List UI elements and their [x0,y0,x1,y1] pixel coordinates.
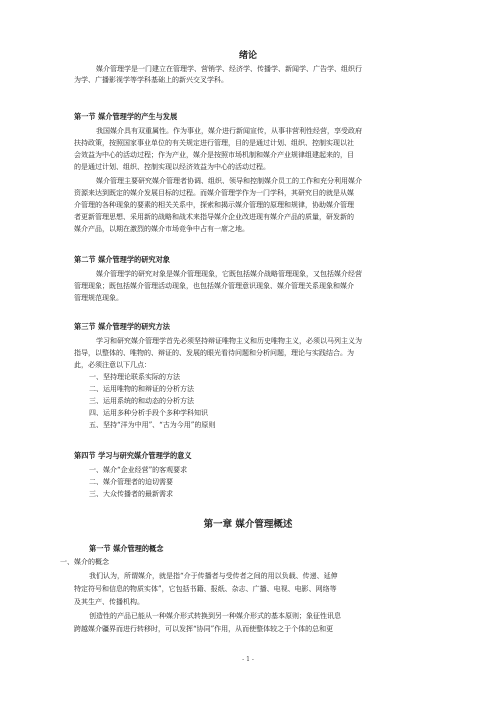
section1-para2-line: 介管理的各种现象的要素的相关关系中，探索和揭示媒介管理的原理和规律，协助媒介管理 [74,201,354,209]
section1-para2-line: 媒介管理主要研究媒介管理者协调、组织、领导和控制媒介员工的工作和充分利用媒介 [96,177,362,185]
page-number: - 1 - [242,656,254,663]
method-list-item: 一、坚持理论联系实际的方法 [89,373,180,381]
chapter-title: 第一章 媒介管理概述 [203,519,293,530]
section3-para-line: 此，必须注意以下几点： [74,361,151,369]
intro-para-line: 为学、广播影视学等学科基础上的新兴交叉学科。 [74,76,228,84]
subsection-heading: 一、媒介的概念 [60,558,109,566]
chapter-para1-line: 特定符号和信息的物质实体”，它包括书籍、报纸、杂志、广播、电视、电影、网络等 [74,585,337,593]
section1-para2-line: 资源来达到既定的媒介发展目标的过程。而媒介管理学作为一门学科，其研究目的就是从媒 [74,189,354,197]
significance-list-item: 三、大众传播者的最新需求 [89,490,173,498]
intro-title: 绪论 [238,51,257,61]
section-heading-3: 第三节 媒介管理学的研究方法 [74,322,170,331]
section1-para1-line: 会效益为中心的活动过程；作为产业，媒介是按照市场机制和媒介产业规律组建起来的，目 [74,151,354,159]
section-heading-4: 第四节 学习与研究媒介管理学的意义 [74,451,192,460]
method-list-item: 二、运用唯物的和辩证的分析方法 [89,385,194,393]
chapter-para2-line: 创造性的产品已能从一种媒介形式转换到另一种媒介形式的基本原则；象征性讯息 [89,612,341,620]
method-list-item: 四、运用多种分析手段个多种学科知识 [89,409,208,417]
section1-para1-line: 的是通过计划、组织、控制实现以经济效益为中心的活动过程。 [74,163,270,171]
chapter-para1-line: 及其生产、传播机构。 [74,598,144,606]
method-list-item: 五、坚持“洋为中用”、“古为今用”的原则 [89,421,216,429]
intro-para-line: 媒介管理学是一门建立在管理学、营销学、经济学、传播学、新闻学、广告学、组织行 [96,65,362,73]
significance-list-item: 一、媒介“企业经营”的客观要求 [89,466,188,474]
chapter-para2-line: 跨越媒介疆界而进行转移时，可以发挥“协同”作用，从而使整体较之于个体的总和更 [74,625,334,633]
significance-list-item: 二、媒介管理者的迫切需要 [89,478,173,486]
section1-para2-line: 者更新管理思想、采用新的战略和战术来指导媒介企业改进现有媒介产品的质量，研发新的 [74,213,354,221]
section1-para1-line: 我国媒介具有双重属性。作为事业，媒介进行新闻宣传，从事非营利性经营，享受政府 [96,127,362,135]
section2-para-line: 管理规范现象。 [74,294,123,302]
section3-para-line: 指导，以整体的、唯物的、辩证的、发展的眼光看待问题和分析问题，理论与实践结合。为 [74,349,354,357]
method-list-item: 三、运用系统的和动态的分析方法 [89,397,194,405]
chapter-section-heading: 第一节 媒介管理的概念 [89,544,164,553]
section1-para1-line: 扶持政策，按照国家事业单位的有关规定进行管理，目的是通过计划、组织、控制实现以社 [74,139,354,147]
section-heading-1: 第一节 媒介管理学的产生与发展 [74,112,178,121]
section-heading-2: 第二节 媒介管理学的研究对象 [74,255,170,264]
section2-para-line: 管理现象；既包括媒介管理活动现象，也包括媒介管理意识现象、媒介管理关系现象和媒介 [74,282,354,290]
section3-para-line: 学习和研究媒介管理学首先必须坚持辩证唯物主义和历史唯物主义，必须以马列主义为 [96,337,362,345]
section2-para-line: 媒介管理学的研究对象是媒介管理现象，它既包括媒介战略管理现象，又包括媒介经营 [96,270,362,278]
chapter-para1-line: 我们认为，所谓媒介，就是指“介于传播者与受传者之间的用以负载、传递、延伸 [89,572,338,580]
section1-para2-line: 媒介产品，以期在激烈的媒介市场竞争中占有一席之地。 [74,225,249,233]
